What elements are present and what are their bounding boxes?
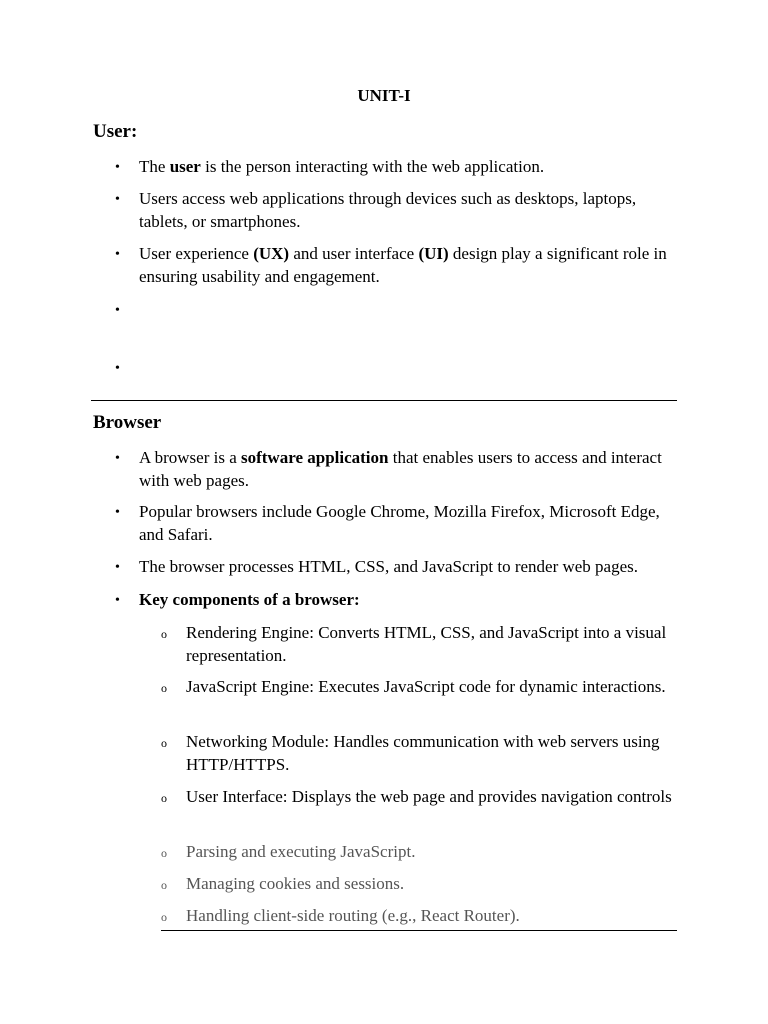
user-item-1: The user is the person interacting with the web application.: [139, 157, 545, 176]
user-item-2: Users access web applications through devices such as desktops, laptops, tablets, or smartphones.: [139, 189, 637, 231]
component-item: User Interface: Displays the web page and provides navigation controls: [186, 787, 672, 806]
empty-bullet-icon: •: [115, 303, 120, 318]
user-item-3: User experience (UX) and user interface (UI) design play a significant role in ensuring usability and engagement.: [139, 244, 667, 286]
browser-item-1: A browser is a software application that enables users to access and interact with web pages.: [139, 448, 662, 490]
sub-bullet-icon: o: [161, 878, 167, 892]
sub-bullet-icon: o: [161, 846, 167, 860]
sub-bullet-icon: o: [161, 681, 167, 695]
bullet-icon: •: [115, 451, 120, 466]
bottom-divider: [161, 930, 677, 931]
component-item: Networking Module: Handles communication with web servers using HTTP/HTTPS.: [186, 732, 660, 774]
empty-bullet-icon: •: [115, 361, 120, 376]
component-item: Rendering Engine: Converts HTML, CSS, and JavaScript into a visual representation.: [186, 623, 667, 665]
browser-item-2: Popular browsers include Google Chrome, Mozilla Firefox, Microsoft Edge, and Safari.: [139, 502, 660, 544]
bullet-icon: •: [115, 160, 120, 175]
browser-item-4: Key components of a browser:: [139, 590, 360, 609]
sub-bullet-icon: o: [161, 736, 167, 750]
bullet-icon: •: [115, 192, 120, 207]
component-item: Managing cookies and sessions.: [186, 874, 405, 893]
section-divider: [91, 400, 677, 401]
component-item: Handling client-side routing (e.g., React Router).: [186, 906, 520, 925]
bullet-icon: •: [115, 593, 120, 608]
sub-bullet-icon: o: [161, 910, 167, 924]
browser-heading: Browser: [93, 412, 162, 433]
browser-item-3: The browser processes HTML, CSS, and JavaScript to render web pages.: [139, 557, 639, 576]
page-title: UNIT-I: [357, 86, 411, 105]
bullet-icon: •: [115, 505, 120, 520]
sub-bullet-icon: o: [161, 791, 167, 805]
component-item: Parsing and executing JavaScript.: [186, 842, 416, 861]
bullet-icon: •: [115, 560, 120, 575]
component-item: JavaScript Engine: Executes JavaScript code for dynamic interactions.: [186, 677, 666, 696]
bullet-icon: •: [115, 247, 120, 262]
sub-bullet-icon: o: [161, 627, 167, 641]
user-heading: User:: [93, 121, 138, 142]
